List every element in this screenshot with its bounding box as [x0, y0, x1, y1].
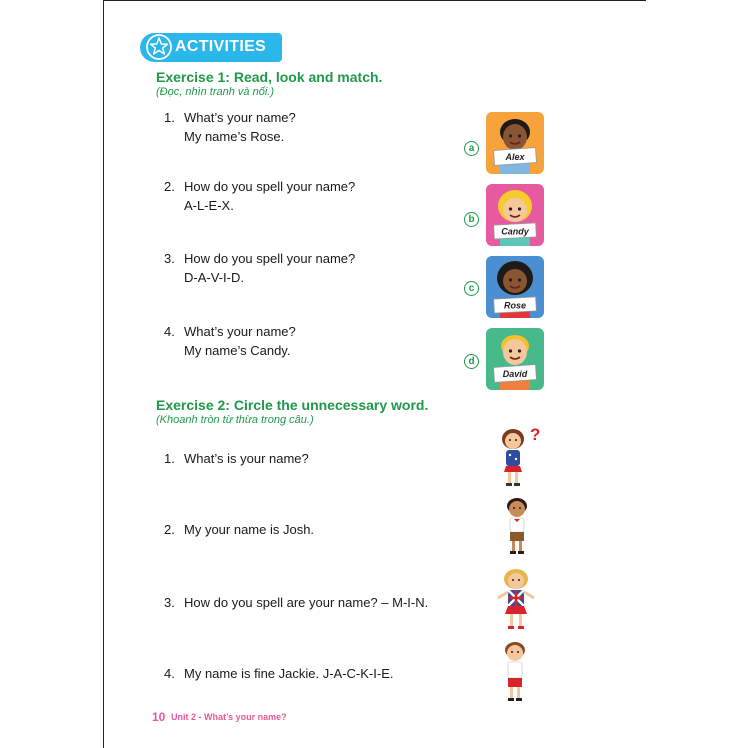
option-letter-a[interactable]: a	[464, 141, 479, 156]
portrait-candy	[486, 184, 544, 246]
question-text: What’s your name?	[184, 110, 296, 125]
boy-red-shorts-illustration	[498, 640, 532, 706]
sentence-text: How do you spell are your name? – M-I-N.	[184, 595, 429, 610]
answer-text: D-A-V-I-D.	[184, 270, 244, 285]
exercise1-subtitle: (Đọc, nhìn tranh và nối.)	[156, 86, 275, 98]
option-letter-d[interactable]: d	[464, 354, 479, 369]
boy-illustration	[500, 496, 534, 558]
ex2-question: 1. What’s is your name?	[164, 451, 309, 466]
ex2-question: 2. My your name is Josh.	[164, 522, 315, 537]
question-text: How do you spell your name?	[184, 179, 356, 194]
page-left-border	[103, 0, 104, 748]
name-card-text: Rose	[503, 300, 527, 311]
name-card-text: Candy	[501, 226, 529, 237]
exercise2-title: Exercise 2: Circle the unnecessary word.	[156, 397, 429, 413]
portrait-david	[486, 328, 544, 390]
answer-text: My name’s Candy.	[184, 343, 291, 358]
answer-text: A-L-E-X.	[184, 198, 234, 213]
star-icon	[145, 33, 173, 61]
option-letter-b[interactable]: b	[464, 212, 479, 227]
exercise2-subtitle: (Khoanh tròn từ thừa trong câu.)	[156, 414, 314, 426]
portrait-rose	[486, 256, 544, 318]
sentence-text: My name is fine Jackie. J-A-C-K-I-E.	[184, 666, 394, 681]
girl-illustration	[496, 428, 530, 488]
exercise1-title: Exercise 1: Read, look and match.	[156, 69, 383, 85]
girl-flag-illustration	[494, 568, 538, 634]
ex1-question: 4. What’s your name? My name’s Candy.	[164, 324, 296, 358]
ex1-question: 2. How do you spell your name? A-L-E-X.	[164, 179, 356, 213]
portrait-alex	[486, 112, 544, 174]
question-text: What’s your name?	[184, 324, 296, 339]
question-text: How do you spell your name?	[184, 251, 356, 266]
unit-label: Unit 2 - What’s your name?	[171, 712, 287, 722]
sentence-text: What’s is your name?	[184, 451, 309, 466]
page-top-border	[103, 0, 646, 1]
question-mark: ?	[530, 425, 541, 444]
section-title: ACTIVITIES	[175, 38, 267, 55]
ex2-question: 4. My name is fine Jackie. J-A-C-K-I-E.	[164, 666, 394, 681]
name-card-text: Alex	[505, 152, 525, 162]
answer-text: My name’s Rose.	[184, 129, 285, 144]
sentence-text: My your name is Josh.	[184, 522, 315, 537]
ex1-question: 3. How do you spell your name? D-A-V-I-D.	[164, 251, 356, 285]
page-number: 10	[152, 710, 166, 724]
ex2-question: 3. How do you spell are your name? – M-I-N.	[164, 595, 429, 610]
ex1-question: 1. What’s your name? My name’s Rose.	[164, 110, 296, 144]
name-card-text: David	[502, 369, 528, 379]
option-letter-c[interactable]: c	[464, 281, 479, 296]
